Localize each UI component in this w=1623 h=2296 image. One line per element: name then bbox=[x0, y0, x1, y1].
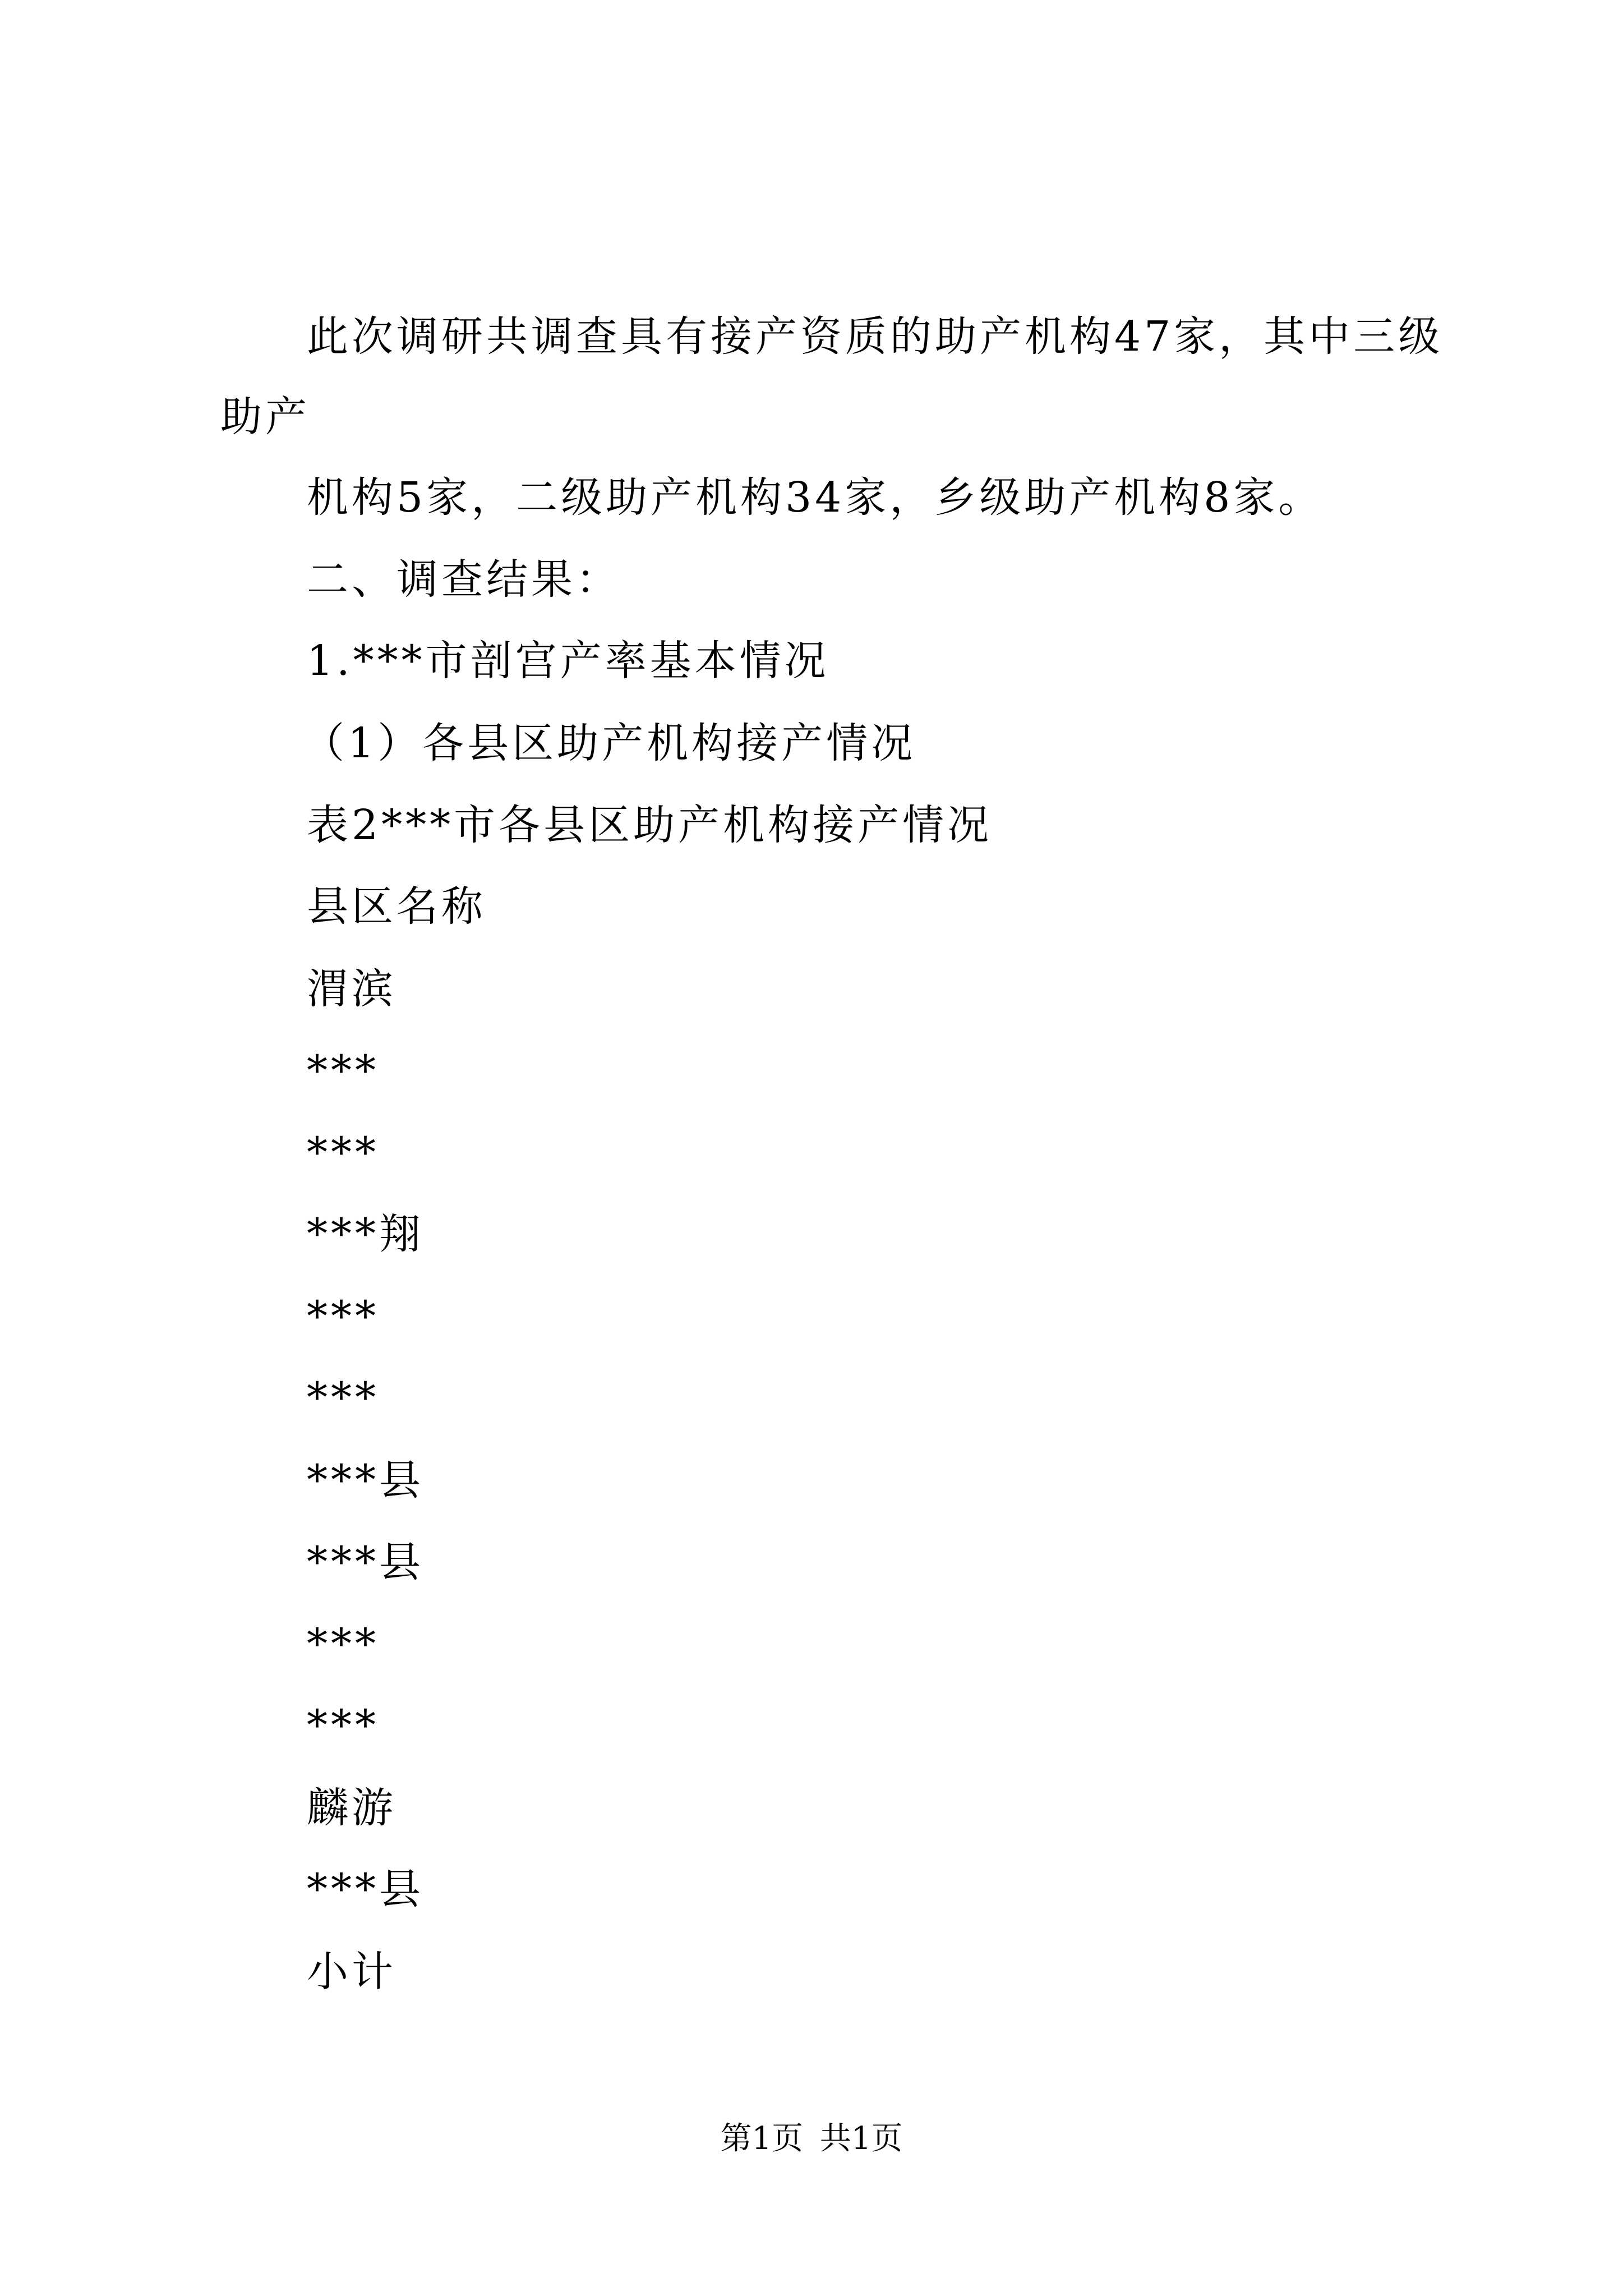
paragraph-line: 此次调研共调查具有接产资质的助产机构47家，其中三级 bbox=[307, 312, 1444, 361]
table-row: 小计 bbox=[307, 1948, 396, 1996]
table-row: 麟游 bbox=[307, 1784, 396, 1832]
subsection-heading: 1.***市剖宫产率基本情况 bbox=[307, 637, 829, 685]
sub-subsection-heading: （1）各县区助产机构接产情况 bbox=[303, 719, 916, 767]
table-row: *** bbox=[307, 1292, 379, 1341]
table-caption: 表2***市各县区助产机构接产情况 bbox=[307, 801, 993, 849]
page-footer bbox=[0, 2119, 1623, 2159]
table-row: 渭滨 bbox=[307, 965, 396, 1013]
paragraph-line: 助产 bbox=[220, 393, 310, 441]
page-number: 第1页 bbox=[720, 2120, 804, 2157]
table-row: ***翔 bbox=[307, 1210, 424, 1258]
section-heading: 二、调查结果： bbox=[307, 555, 621, 604]
paragraph: 机构5家，二级助产机构34家，乡级助产机构8家。 bbox=[307, 473, 1324, 522]
table-row: ***县 bbox=[307, 1538, 424, 1586]
table-row: *** bbox=[307, 1620, 379, 1668]
table-column-header: 县区名称 bbox=[307, 882, 486, 931]
table-row: *** bbox=[307, 1374, 379, 1422]
table-row: ***县 bbox=[307, 1456, 424, 1504]
table-row: ***县 bbox=[307, 1865, 424, 1913]
table-row: *** bbox=[307, 1047, 379, 1095]
table-row: *** bbox=[307, 1129, 379, 1177]
page-total: 共1页 bbox=[819, 2120, 903, 2157]
table-row: *** bbox=[307, 1701, 379, 1750]
